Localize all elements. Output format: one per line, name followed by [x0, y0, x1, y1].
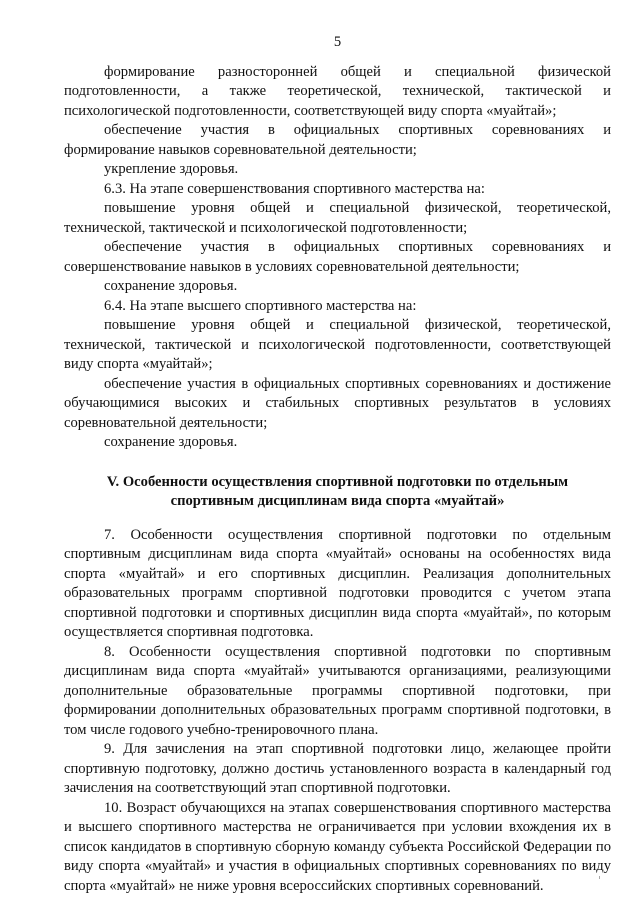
paragraph-7: 7. Особенности осуществления спортивной подготовки по отдельным спортивным дисциплинам вида спорта «муайтай» основаны на особенностях вида спорта «муайтай» и его спортивных дисциплин. Реализация дополнительных образовательных программ спортивной подготовки проводится с учетом этапа спортивной подготовки и спортивных дисциплин вида спорта «муайтай», по которым осуществляется спортивная подготовка.	[64, 526, 611, 640]
paragraph: сохранение здоровья.	[104, 434, 238, 450]
paragraph: укрепление здоровья.	[104, 161, 239, 177]
paragraph: 6.4. На этапе высшего спортивного мастерства на:	[104, 297, 417, 314]
paragraph: сохранение здоровья.	[104, 278, 238, 294]
paragraphs-bottom	[64, 526, 611, 897]
paragraph: обеспечение участия в официальных спортивных соревнованиях и формирование навыков соревновательной деятельности;	[64, 122, 611, 158]
paragraph: 6.3. На этапе совершенствования спортивного мастерства на:	[104, 180, 485, 197]
section-heading-line: V. Особенности осуществления спортивной подготовки по отдельным	[106, 473, 569, 490]
paragraph: обеспечение участия в официальных спортивных соревнованиях и совершенствование навыков в условиях соревновательной деятельности;	[64, 239, 611, 275]
paragraph: обеспечение участия в официальных спортивных соревнованиях и достижение обучающимися высоких и стабильных спортивных результатов в условиях соревновательной деятельности;	[64, 375, 611, 431]
paragraph: формирование разносторонней общей и специальной физической подготовленности, а также теоретической, технической, тактической и психологической подготовленности, соответствующей виду спорта «муайтай»;	[64, 63, 611, 119]
section-heading-line: спортивным дисциплинам вида спорта «муайтай»	[170, 493, 505, 509]
paragraph-9: 9. Для зачисления на этап спортивной подготовки лицо, желающее пройти спортивную подготовку, должно достичь установленного возраста в календарный год зачисления на соответствующий этап спортивной подготовки.	[64, 741, 611, 796]
paragraph: повышение уровня общей и специальной физической, теоретической, технической, тактической и психологической подготовленности;	[64, 200, 611, 236]
section-heading	[64, 473, 611, 512]
scan-mark	[599, 876, 600, 879]
paragraph: повышение уровня общей и специальной физической, теоретической, технической, тактической и психологической подготовленности, соответствующей виду спорта «муайтай»;	[64, 317, 611, 372]
paragraphs-top	[64, 63, 611, 453]
page-number: 5	[333, 34, 342, 50]
paragraph-8: 8. Особенности осуществления спортивной подготовки по спортивным дисциплинам вида спорта «муайтай» учитываются организациями, реализующими дополнительные образовательные программы спортивной подготовки, при формировании дополнительных образовательных программ спортивной подготовки, в том числе годового учебно-тренировочного плана.	[64, 643, 611, 738]
paragraph-10: 10. Возраст обучающихся на этапах совершенствования спортивного мастерства и высшего спортивного мастерства не ограничивается при условии вхождения их в список кандидатов в спортивную сборную команду субъекта Российской Федерации по виду спорта «муайтай» и участия в официальных спортивных соревнованиях по виду спорта «муайтай» не ниже уровня всероссийских спортивных соревнований.	[64, 799, 611, 894]
